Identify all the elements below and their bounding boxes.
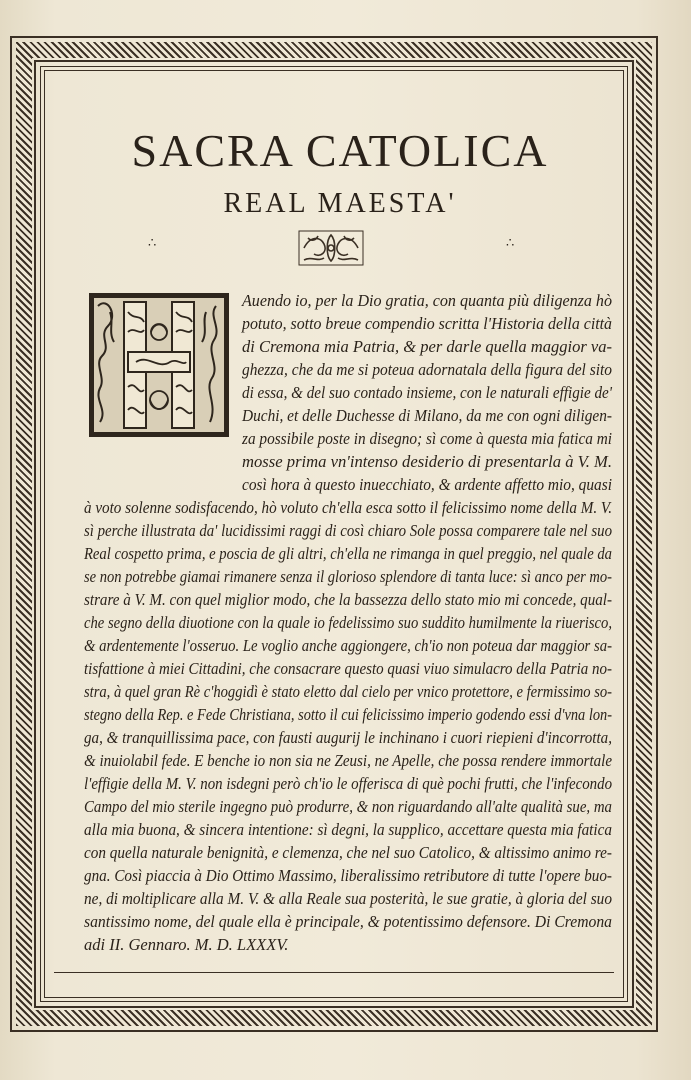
text-line: adi II. Gennaro. M. D. LXXXV. <box>84 935 289 954</box>
text-line: alla mia buona, & sincera intentione: sì degni, la supplico, accettare questa mia fatica <box>84 820 612 839</box>
text-line: mosse prima vn'intenso desiderio di presentarla à V. M. <box>242 452 613 471</box>
decorated-initial-h-icon <box>88 292 230 438</box>
text-line: ghezza, che da me si poteua adornatala della figura del sito <box>242 360 613 379</box>
text-line: Duchi, et delle Duchesse di Milano, da me con ogni diligen- <box>242 406 612 425</box>
text-line: tisfattione à miei Cittadini, che consacrare questo quasi viuo simulacro della Patria no- <box>84 659 613 678</box>
text-line: con quella naturale benignità, e clemenza, che nel suo Catolico, & altissimo animo re- <box>84 843 612 862</box>
text-line: stegno della Rep. e Fede Christiana, sotto il cui felicissimo imperio godendo essi d'vna lon- <box>84 705 612 724</box>
text-line: di essa, & del suo contado insieme, con le naturali effigie de' <box>242 383 613 402</box>
text-line: ne, di moltiplicare alla M. V. & alla Reale sua posterità, le sue gratie, à gloria del suo <box>84 889 612 908</box>
text-line: l'effigie della M. V. non isdegni però ch'io le offerisca di què pochi frutti, che l'infecondo <box>84 774 613 793</box>
text-line: sì perche illustrata da' lucidissimi raggi di così chiaro Sole possa comparere tale nel suo <box>84 521 612 540</box>
text-line: Auendo io, per la Dio gratia, con quanta più diligenza hò <box>242 291 612 310</box>
text-line: santissimo nome, del quale ella è principale, & potentissimo defensore. Di Cremona <box>84 912 613 931</box>
page-title: SACRA CATOLICA <box>131 125 549 176</box>
text-line: potuto, sotto breue compendio scritta l'Historia della città <box>242 314 613 333</box>
text-line: che segno della diuotione con la quale io fedelissimo suo suddito humilmente la riuerisco, <box>84 613 613 632</box>
text-line: & ardentemente l'osseruo. Le voglio anche aggiongere, ch'io non poteua dar maggior sa- <box>84 636 612 655</box>
text-line: za possibile poste in disegno; sì come à questa mia fatica mi <box>242 429 613 448</box>
text-line: stra, à quel gran Rè c'hoggidì è stato eletto dal cielo per vnico protettore, e fermissimo so- <box>84 682 613 701</box>
text-line: gna. Così piaccia à Dio Ottimo Massimo, liberalissimo retributore di tutte l'opere buo- <box>84 866 612 885</box>
text-line: strare à V. M. con quel miglior modo, che la bassezza dello stato mio mi concede, qual- <box>84 590 613 609</box>
text-line: se non potrebbe giamai rimanere senza il glorioso splendore di tanta luce: sì anco per mo- <box>84 567 613 586</box>
text-line: & inuiolabil fede. E benche io non sia ne Zeusi, ne Apelle, che possa rendere immortale <box>84 751 613 770</box>
text-line: ga, & tranquillissima pace, con fausti augurij le inchinano i cuori riepieni d'incorrotta, <box>84 728 612 747</box>
floral-ornament-icon <box>298 230 364 266</box>
triangle-mark-left: ∴ <box>148 235 157 250</box>
triangle-mark-right: ∴ <box>506 235 515 250</box>
text-line: Real cospetto prima, e poscia de gli altri, ch'ella ne rimanga in quel preggio, nel quale da <box>84 544 612 563</box>
page-subtitle: REAL MAESTA' <box>223 188 457 219</box>
bottom-rule <box>54 972 614 973</box>
text-line: così hora à questo inuecchiato, & ardente affetto mio, quasi <box>242 475 613 494</box>
text-line: di Cremona mia Patria, & per darle quella maggior va- <box>242 337 612 356</box>
text-line: à voto solenne sodisfacendo, hò voluto ch'ella esca sotto il felicissimo nome della M. V. <box>84 498 612 517</box>
text-line: Campo del mio sterile ingegno può produrre, & non riguardando all'alte qualità sue, ma <box>84 797 612 816</box>
